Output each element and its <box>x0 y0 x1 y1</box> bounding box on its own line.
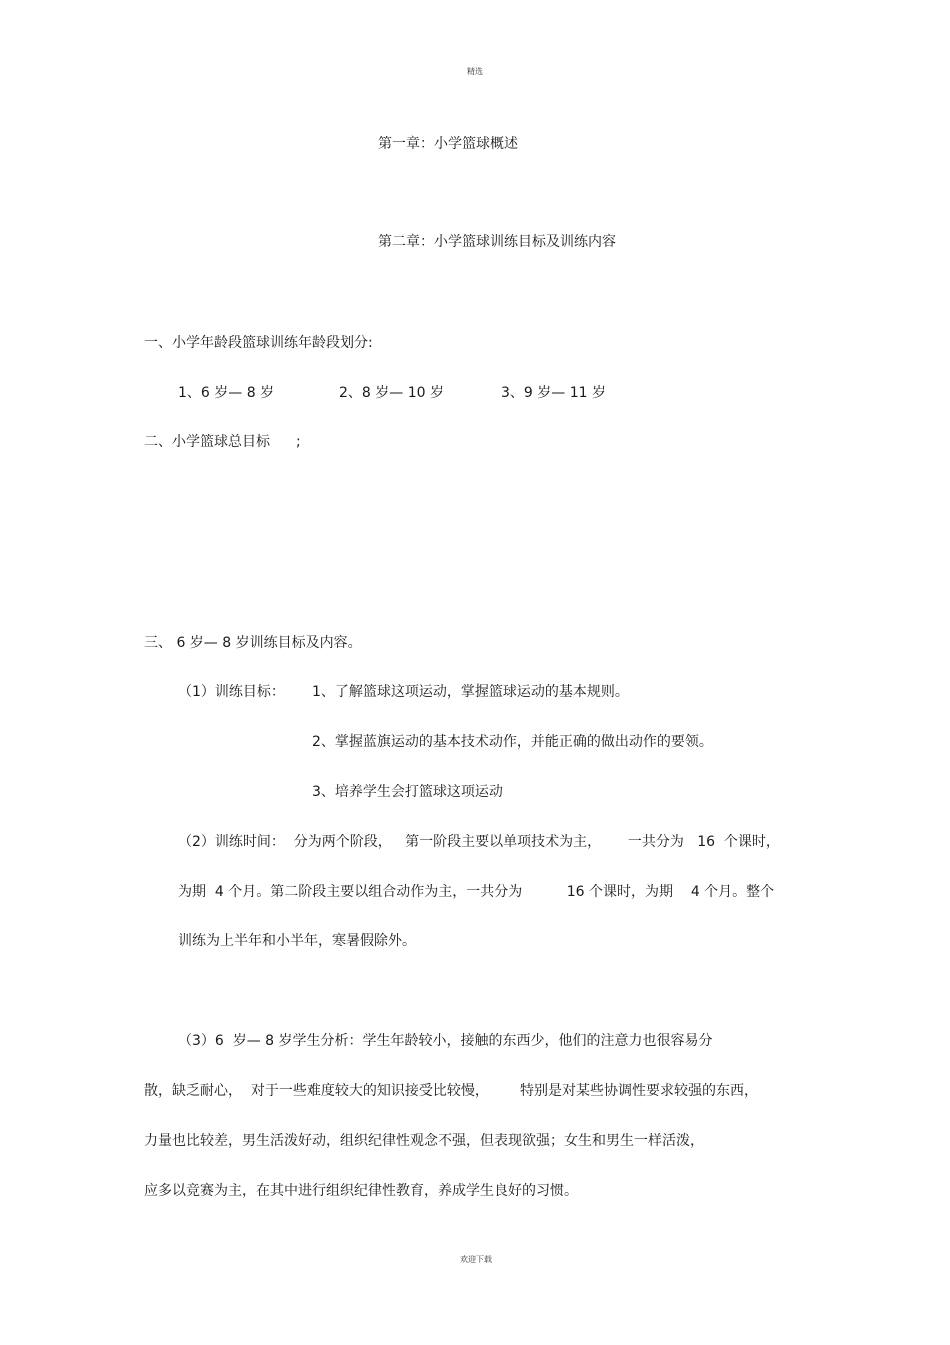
age-group-2: 2、8 岁— 10 岁 <box>339 385 444 401</box>
time-line-2: 为期 4 个月。第二阶段主要以组合动作为主，一共分为 16 个课时，为期 4 个月。整个 <box>178 884 775 900</box>
goals-label: （1）训练目标： <box>178 684 285 700</box>
section1-heading: 一、小学年龄段篮球训练年龄段划分: <box>144 335 373 351</box>
goal-item-2: 2、掌握蓝旗运动的基本技术动作，并能正确的做出动作的要领。 <box>312 734 713 750</box>
footer-mark: 欢迎下载 <box>460 1255 492 1264</box>
age-group-3: 3、9 岁— 11 岁 <box>501 385 606 401</box>
time-line-3: 训练为上半年和小半年，寒暑假除外。 <box>178 933 416 949</box>
section3-heading: 三、 6 岁— 8 岁训练目标及内容。 <box>144 635 362 651</box>
analysis-line-1: （3）6 岁— 8 岁学生分析：学生年龄较小，接触的东西少，他们的注意力也很容易分 <box>178 1033 713 1049</box>
header-mark: 精选 <box>467 67 483 76</box>
analysis-line-3: 力量也比较差，男生活泼好动，组织纪律性观念不强，但表现欲强；女生和男生一样活泼， <box>144 1133 704 1149</box>
analysis-line-4: 应多以竞赛为主，在其中进行组织纪律性教育，养成学生良好的习惯。 <box>144 1183 578 1199</box>
chapter1-title: 第一章：小学篮球概述 <box>378 136 518 152</box>
chapter2-title: 第二章：小学篮球训练目标及训练内容 <box>378 234 616 250</box>
section2-punct: ; <box>296 434 301 450</box>
section2-heading: 二、小学篮球总目标 <box>144 434 270 450</box>
age-group-1: 1、6 岁— 8 岁 <box>178 385 275 401</box>
time-line-1: （2）训练时间： 分为两个阶段， 第一阶段主要以单项技术为主， 一共分为 16 个课时， <box>178 834 780 850</box>
analysis-line-2: 散，缺乏耐心， 对于一些难度较大的知识接受比较慢， 特别是对某些协调性要求较强的东西， <box>144 1083 759 1099</box>
goal-item-1: 1、了解篮球这项运动，掌握篮球运动的基本规则。 <box>312 684 629 700</box>
goal-item-3: 3、培养学生会打篮球这项运动 <box>312 784 503 800</box>
